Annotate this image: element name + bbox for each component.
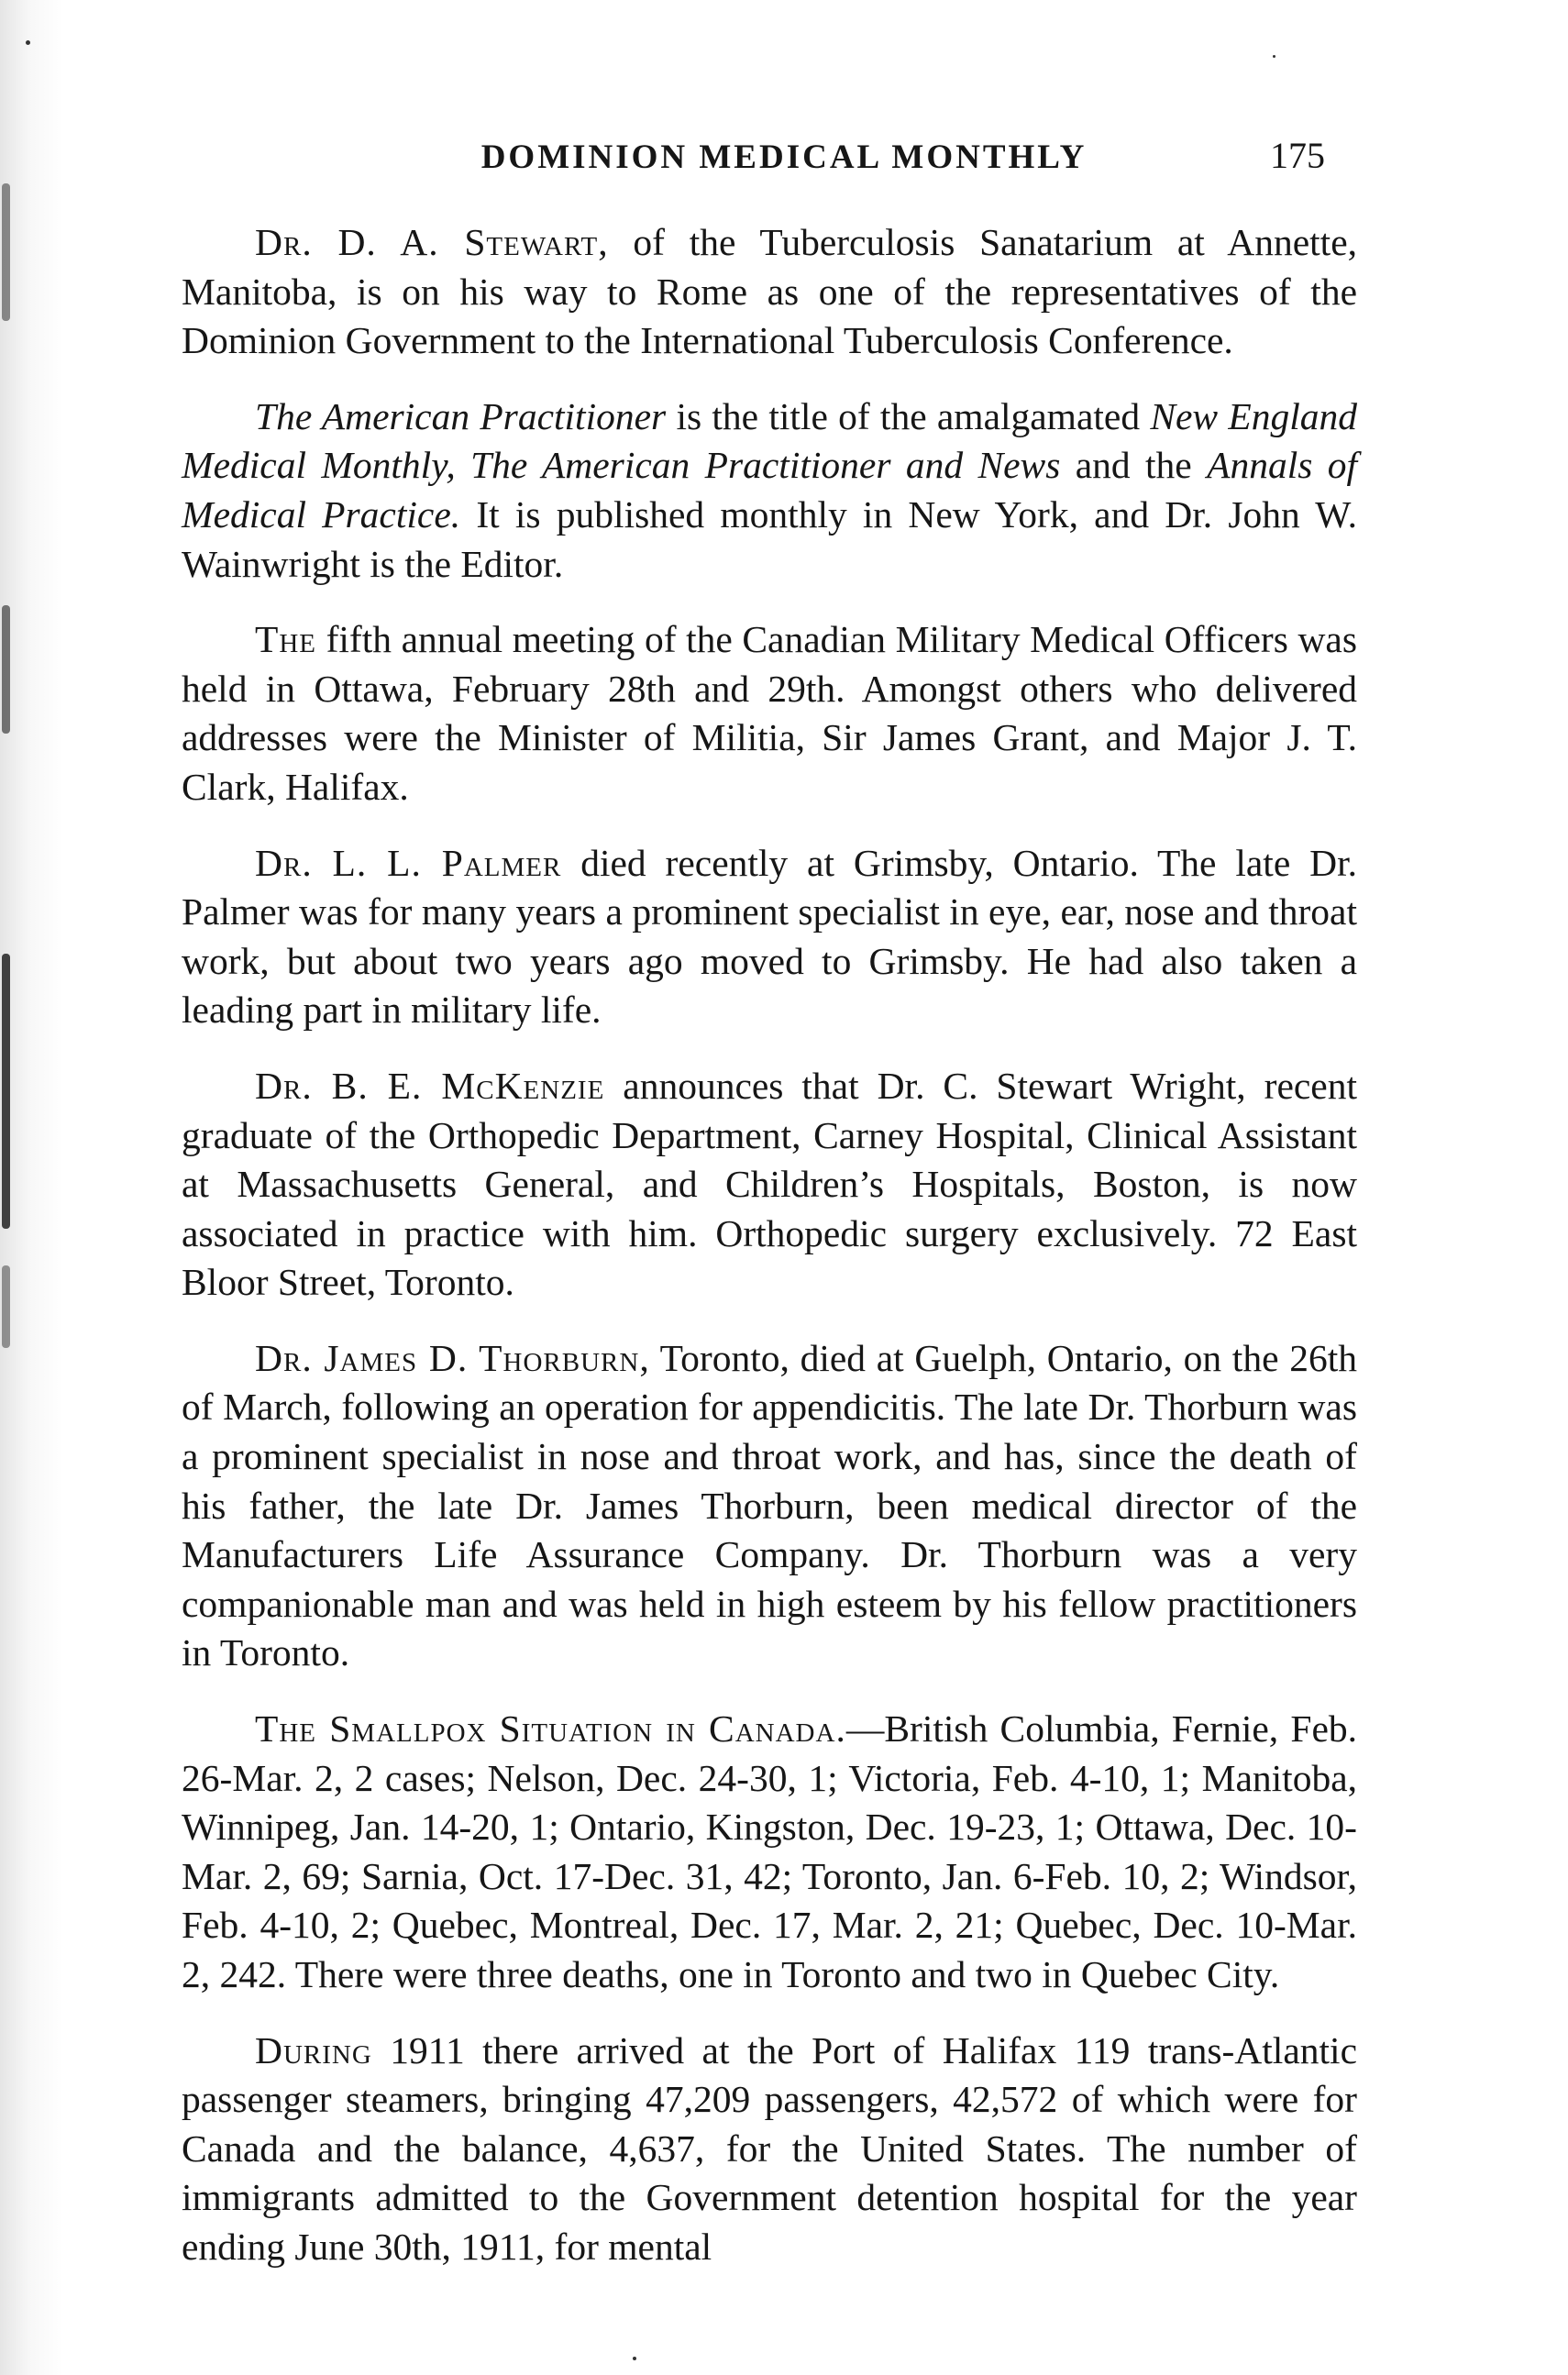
page-number: 175 [1270, 135, 1325, 176]
paragraph-stewart [182, 218, 1357, 366]
binding-mark [2, 605, 10, 734]
journal-title: The American Practitioner [255, 394, 667, 437]
paragraph-smallpox [182, 1705, 1357, 2000]
journal-title: New England Medical Monthly, The American Practitioner and News [182, 394, 1357, 487]
paragraph-lead: Dr. L. L. Palmer [255, 841, 562, 884]
paragraph-american-practitioner [182, 392, 1357, 589]
paragraph-text: and the [1060, 444, 1208, 487]
binding-mark [2, 1265, 10, 1348]
paragraph-lead: Dr. D. A. Stewart, [255, 221, 609, 263]
scan-speck [1273, 55, 1275, 58]
binding-mark [2, 954, 10, 1229]
binding-mark [2, 183, 10, 321]
paragraph-mckenzie [182, 1062, 1357, 1308]
paragraph-halifax [182, 2027, 1357, 2272]
running-head [0, 135, 1568, 193]
paragraph-text: is the title of the amalgamated [666, 394, 1151, 437]
paragraph-text: 1911 there arrived at the Port of Halifax 119 trans-Atlantic passenger steamers, bringing 47,209 passengers, 42,572 of which were for Canada and the balance, 4,637, for the United States. The number of immigrants admitted to the Government detention hospital for the year ending June 30th, 1911, for mental [182, 2028, 1357, 2268]
paragraph-text: fifth annual meeting of the Canadian Military Medical Officers was held in Ottawa, February 28th and 29th. Amongst others who delivered addresses were the Minister of Militia, Sir James Grant, and Major J. T. Clark, Halifax. [182, 618, 1357, 808]
article-body [182, 218, 1357, 2299]
running-title: DOMINION MEDICAL MONTHLY [480, 138, 1088, 176]
paragraph-lead: Dr. James D. Thorburn, [255, 1336, 650, 1379]
paragraph-text: announces that Dr. C. Stewart Wright, recent graduate of the Orthopedic Department, Carney Hospital, Clinical Assistant at Massachusetts General, and Children’s Hospitals, Boston, is now associated in practice with him. Orthopedic surgery exclusively. 72 East Bloor Street, Toronto. [182, 1064, 1357, 1304]
scan-speck [633, 2357, 636, 2360]
paragraph-text: died recently at Grimsby, Ontario. The late Dr. Palmer was for many years a prominent specialist in eye, ear, nose and throat work, but about two years ago moved to Grimsby. He had also taken a leading part in military life. [182, 841, 1357, 1032]
paragraph-text: It is published monthly in New York, and Dr. John W. Wainwright is the Editor. [182, 492, 1357, 585]
journal-title: Annals of Medical Practice. [182, 444, 1358, 536]
paragraph-text: of the Tuberculosis Sanatarium at Annette, Manitoba, is on his way to Rome as one of the representatives of the Dominion Government to the International Tuberculosis Conference. [182, 221, 1358, 362]
paragraph-lead: The [255, 618, 317, 661]
paragraph-text: —British Columbia, Fernie, Feb. 26-Mar. 2, 2 cases; Nelson, Dec. 24-30, 1; Victoria, Feb. 4-10, 1; Manitoba, Winnipeg, Jan. 14-20, 1; Ontario, Kingston, Dec. 19-23, 1; Ottawa, Dec. 10-Mar. 2, 69; Sarnia, Oct. 17-Dec. 31, 42; Toronto, Jan. 6-Feb. 10, 2; Windsor, Feb. 4-10, 2; Quebec, Montreal, Dec. 17, Mar. 2, 21; Quebec, Dec. 10-Mar. 2, 242. There were three deaths, one in Toronto and two in Quebec City. [182, 1707, 1358, 1995]
paragraph-text: Toronto, died at Guelph, Ontario, on the 26th of March, following an operation for appendicitis. The late Dr. Thorburn was a prominent specialist in nose and throat work, and has, since the death of his father, the late Dr. James Thorburn, been medical director of the Manufacturers Life Assurance Company. Dr. Thorburn was a very companionable man and was held in high esteem by his fellow practitioners in Toronto. [182, 1336, 1357, 1674]
scan-speck [26, 40, 30, 45]
paragraph-lead: Dr. B. E. McKenzie [255, 1064, 605, 1107]
paragraph-lead: During [255, 2028, 372, 2071]
paragraph-military-meeting [182, 615, 1357, 812]
paragraph-palmer [182, 839, 1357, 1035]
paragraph-thorburn [182, 1334, 1357, 1678]
paragraph-lead: The Smallpox Situation in Canada. [255, 1707, 846, 1751]
